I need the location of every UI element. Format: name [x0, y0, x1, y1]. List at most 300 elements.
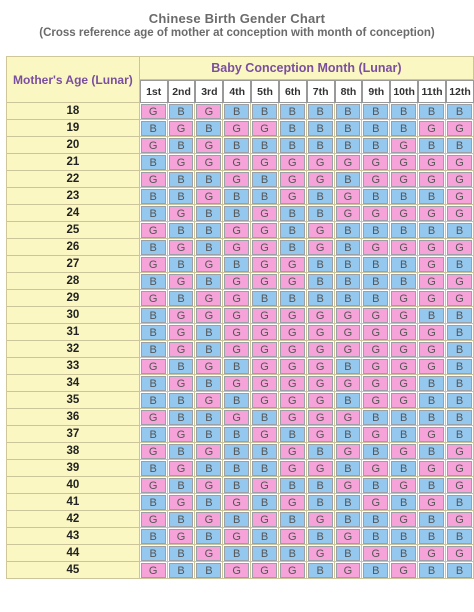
gender-cell: [362, 239, 390, 256]
girl-cell-label: G: [391, 308, 416, 323]
gender-cell: [223, 460, 251, 477]
gender-cell: [279, 477, 307, 494]
gender-cell: [362, 409, 390, 426]
boy-cell-label: B: [196, 274, 221, 289]
boy-cell-label: B: [169, 410, 194, 425]
girl-cell-label: G: [391, 444, 416, 459]
gender-cell: [335, 103, 363, 120]
girl-cell-label: G: [252, 376, 277, 391]
gender-cell: [446, 358, 474, 375]
boy-cell-label: B: [308, 274, 333, 289]
boy-cell-label: B: [363, 478, 388, 493]
gender-cell: [251, 239, 279, 256]
gender-cell: [168, 358, 196, 375]
gender-cell: [307, 409, 335, 426]
girl-cell-label: G: [252, 512, 277, 527]
gender-cell: [418, 154, 446, 171]
gender-cell: [307, 188, 335, 205]
boy-cell-label: B: [447, 563, 472, 578]
gender-cell: [418, 222, 446, 239]
girl-cell-label: G: [308, 223, 333, 238]
girl-cell-label: G: [196, 512, 221, 527]
gender-cell: [446, 545, 474, 562]
month-header-cell: 5th: [251, 80, 279, 103]
boy-cell-label: B: [308, 206, 333, 221]
girl-cell-label: G: [363, 342, 388, 357]
boy-cell-label: B: [280, 121, 305, 136]
boy-cell-label: B: [196, 206, 221, 221]
boy-cell-label: B: [169, 546, 194, 561]
girl-cell-label: G: [141, 172, 166, 187]
boy-cell-label: B: [141, 240, 166, 255]
gender-cell: [418, 494, 446, 511]
girl-cell-label: G: [336, 444, 361, 459]
gender-cell: [168, 511, 196, 528]
girl-cell-label: G: [447, 121, 472, 136]
boy-cell-label: B: [419, 410, 444, 425]
gender-cell: [140, 392, 168, 409]
boy-cell-label: B: [419, 512, 444, 527]
gender-cell: [140, 460, 168, 477]
month-header-cell: 4th: [223, 80, 251, 103]
table-row: [7, 494, 474, 511]
gender-cell: [335, 239, 363, 256]
mother-age-cell: 34: [7, 375, 140, 392]
gender-cell: [251, 528, 279, 545]
boy-cell-label: B: [363, 563, 388, 578]
girl-cell-label: G: [419, 359, 444, 374]
gender-cell: [168, 375, 196, 392]
boy-cell-label: B: [196, 461, 221, 476]
gender-cell: [168, 528, 196, 545]
boy-cell-label: B: [224, 444, 249, 459]
girl-cell-label: G: [308, 308, 333, 323]
gender-cell: [390, 222, 418, 239]
gender-cell: [279, 358, 307, 375]
gender-cell: [140, 256, 168, 273]
gender-cell: [251, 154, 279, 171]
boy-cell-label: B: [169, 138, 194, 153]
boy-cell-label: B: [308, 121, 333, 136]
girl-cell-label: G: [308, 172, 333, 187]
gender-cell: [251, 222, 279, 239]
boy-cell-label: B: [308, 563, 333, 578]
girl-cell-label: G: [141, 410, 166, 425]
girl-cell-label: G: [419, 325, 444, 340]
boy-cell-label: B: [196, 376, 221, 391]
boy-cell-label: B: [224, 189, 249, 204]
gender-cell: [307, 341, 335, 358]
mother-age-cell: 20: [7, 137, 140, 154]
boy-cell-label: B: [252, 444, 277, 459]
gender-cell: [418, 239, 446, 256]
gender-cell: [279, 307, 307, 324]
gender-cell: [335, 392, 363, 409]
girl-cell-label: G: [363, 546, 388, 561]
girl-cell-label: G: [308, 240, 333, 255]
gender-cell: [279, 409, 307, 426]
girl-cell-label: G: [169, 206, 194, 221]
gender-cell: [140, 477, 168, 494]
gender-cell: [195, 307, 223, 324]
boy-cell-label: B: [447, 495, 472, 510]
gender-cell: [251, 137, 279, 154]
gender-cell: [335, 273, 363, 290]
table-row: [7, 137, 474, 154]
boy-cell-label: B: [363, 291, 388, 306]
table-row: [7, 273, 474, 290]
gender-cell: [251, 120, 279, 137]
gender-cell: [251, 188, 279, 205]
gender-cell: [390, 511, 418, 528]
boy-cell-label: B: [363, 512, 388, 527]
gender-cell: [223, 358, 251, 375]
boy-cell-label: B: [280, 478, 305, 493]
gender-cell: [168, 341, 196, 358]
mother-age-cell: 44: [7, 545, 140, 562]
girl-cell-label: G: [391, 172, 416, 187]
boy-cell-label: B: [308, 257, 333, 272]
gender-cell: [307, 443, 335, 460]
gender-cell: [446, 511, 474, 528]
girl-cell-label: G: [252, 155, 277, 170]
gender-cell: [418, 545, 446, 562]
gender-cell: [446, 222, 474, 239]
boy-cell-label: B: [224, 478, 249, 493]
month-header-cell: 2nd: [168, 80, 196, 103]
boy-cell-label: B: [252, 291, 277, 306]
gender-cell: [279, 256, 307, 273]
girl-cell-label: G: [224, 342, 249, 357]
gender-cell: [362, 392, 390, 409]
girl-cell-label: G: [280, 257, 305, 272]
gender-cell: [195, 460, 223, 477]
girl-cell-label: G: [280, 410, 305, 425]
boy-cell-label: B: [447, 410, 472, 425]
gender-cell: [335, 154, 363, 171]
gender-cell: [335, 545, 363, 562]
gender-cell: [362, 545, 390, 562]
girl-cell-label: G: [391, 240, 416, 255]
boy-cell-label: B: [391, 189, 416, 204]
month-header-cell: 10th: [390, 80, 418, 103]
mother-age-cell: 39: [7, 460, 140, 477]
boy-cell-label: B: [169, 291, 194, 306]
girl-cell-label: G: [419, 427, 444, 442]
gender-cell: [362, 222, 390, 239]
gender-cell: [446, 154, 474, 171]
girl-cell-label: G: [224, 274, 249, 289]
table-row: [7, 290, 474, 307]
gender-cell: [279, 460, 307, 477]
gender-cell: [195, 103, 223, 120]
girl-cell-label: G: [447, 189, 472, 204]
gender-cell: [362, 426, 390, 443]
girl-cell-label: G: [336, 308, 361, 323]
girl-cell-label: G: [252, 240, 277, 255]
girl-cell-label: G: [336, 410, 361, 425]
gender-cell: [195, 120, 223, 137]
girl-cell-label: G: [252, 563, 277, 578]
gender-cell: [307, 477, 335, 494]
gender-cell: [168, 409, 196, 426]
gender-cell: [223, 222, 251, 239]
boy-cell-label: B: [419, 563, 444, 578]
gender-cell: [307, 358, 335, 375]
boy-cell-label: B: [141, 308, 166, 323]
gender-cell: [307, 137, 335, 154]
boy-cell-label: B: [391, 410, 416, 425]
girl-cell-label: G: [336, 478, 361, 493]
girl-cell-label: G: [280, 563, 305, 578]
boy-cell-label: B: [363, 274, 388, 289]
gender-cell: [418, 120, 446, 137]
gender-cell: [279, 120, 307, 137]
girl-cell-label: G: [141, 223, 166, 238]
gender-cell: [251, 409, 279, 426]
boy-cell-label: B: [447, 223, 472, 238]
gender-cell: [223, 188, 251, 205]
girl-cell-label: G: [391, 563, 416, 578]
gender-cell: [390, 545, 418, 562]
gender-cell: [251, 460, 279, 477]
gender-cell: [279, 341, 307, 358]
boy-cell-label: B: [336, 223, 361, 238]
mother-age-cell: 28: [7, 273, 140, 290]
page-title: Chinese Birth Gender Chart: [148, 11, 326, 26]
gender-cell: [335, 460, 363, 477]
gender-cell: [362, 341, 390, 358]
boy-cell-label: B: [141, 461, 166, 476]
gender-cell: [168, 120, 196, 137]
girl-cell-label: G: [447, 546, 472, 561]
table-row: [7, 460, 474, 477]
mother-age-cell: 45: [7, 562, 140, 579]
girl-cell-label: G: [280, 444, 305, 459]
gender-cell: [195, 443, 223, 460]
gender-cell: [223, 120, 251, 137]
gender-cell: [251, 341, 279, 358]
girl-cell-label: G: [447, 291, 472, 306]
gender-cell: [307, 256, 335, 273]
gender-cell: [168, 392, 196, 409]
gender-cell: [195, 324, 223, 341]
gender-cell: [335, 477, 363, 494]
gender-cell: [279, 171, 307, 188]
gender-cell: [390, 239, 418, 256]
boy-cell-label: B: [196, 223, 221, 238]
gender-cell: [362, 273, 390, 290]
boy-cell-label: B: [169, 393, 194, 408]
boy-cell-label: B: [363, 138, 388, 153]
month-header-cell: 3rd: [195, 80, 223, 103]
boy-cell-label: B: [196, 240, 221, 255]
gender-cell: [390, 205, 418, 222]
gender-cell: [390, 426, 418, 443]
girl-cell-label: G: [224, 325, 249, 340]
gender-cell: [223, 205, 251, 222]
gender-cell: [446, 103, 474, 120]
boy-cell-label: B: [336, 104, 361, 119]
gender-cell: [195, 528, 223, 545]
boy-cell-label: B: [363, 410, 388, 425]
boy-cell-label: B: [196, 529, 221, 544]
gender-cell: [307, 511, 335, 528]
boy-cell-label: B: [447, 393, 472, 408]
boy-cell-label: B: [391, 121, 416, 136]
boy-cell-label: B: [419, 223, 444, 238]
month-header-cell: 8th: [335, 80, 363, 103]
gender-cell: [223, 443, 251, 460]
mother-age-cell: 40: [7, 477, 140, 494]
gender-cell: [168, 426, 196, 443]
girl-cell-label: G: [363, 393, 388, 408]
gender-cell: [168, 222, 196, 239]
gender-cell: [418, 307, 446, 324]
girl-cell-label: G: [141, 104, 166, 119]
gender-cell: [251, 375, 279, 392]
boy-cell-label: B: [252, 410, 277, 425]
girl-cell-label: G: [169, 495, 194, 510]
table-row: [7, 511, 474, 528]
table-row: [7, 307, 474, 324]
boy-cell-label: B: [169, 257, 194, 272]
girl-cell-label: G: [363, 172, 388, 187]
boy-cell-label: B: [141, 325, 166, 340]
gender-cell: [390, 137, 418, 154]
girl-cell-label: G: [252, 393, 277, 408]
gender-cell: [251, 307, 279, 324]
girl-cell-label: G: [419, 240, 444, 255]
gender-cell: [279, 222, 307, 239]
gender-cell: [251, 545, 279, 562]
gender-cell: [223, 239, 251, 256]
girl-cell-label: G: [280, 308, 305, 323]
gender-cell: [168, 307, 196, 324]
boy-cell-label: B: [391, 274, 416, 289]
boy-cell-label: B: [336, 240, 361, 255]
gender-cell: [335, 171, 363, 188]
mother-age-cell: 31: [7, 324, 140, 341]
gender-cell: [168, 103, 196, 120]
boy-cell-label: B: [280, 427, 305, 442]
mother-age-cell: 22: [7, 171, 140, 188]
mother-age-cell: 36: [7, 409, 140, 426]
boy-cell-label: B: [196, 172, 221, 187]
gender-cell: [195, 273, 223, 290]
boy-cell-label: B: [141, 155, 166, 170]
boy-cell-label: B: [308, 189, 333, 204]
gender-cell: [390, 188, 418, 205]
girl-cell-label: G: [169, 427, 194, 442]
mother-age-cell: 43: [7, 528, 140, 545]
gender-cell: [418, 205, 446, 222]
gender-chart-table: [6, 56, 474, 579]
girl-cell-label: G: [280, 359, 305, 374]
boy-cell-label: B: [169, 444, 194, 459]
gender-cell: [223, 511, 251, 528]
gender-cell: [390, 103, 418, 120]
gender-cell: [251, 324, 279, 341]
gender-cell: [446, 562, 474, 579]
boy-cell-label: B: [141, 274, 166, 289]
girl-cell-label: G: [224, 291, 249, 306]
gender-cell: [335, 375, 363, 392]
mother-age-cell: 38: [7, 443, 140, 460]
gender-cell: [418, 273, 446, 290]
boy-cell-label: B: [252, 546, 277, 561]
boy-cell-label: B: [447, 376, 472, 391]
boy-cell-label: B: [447, 325, 472, 340]
table-row: [7, 222, 474, 239]
girl-cell-label: G: [196, 308, 221, 323]
gender-cell: [307, 562, 335, 579]
boy-cell-label: B: [308, 529, 333, 544]
gender-cell: [279, 545, 307, 562]
girl-cell-label: G: [141, 359, 166, 374]
gender-cell: [446, 375, 474, 392]
gender-cell: [279, 562, 307, 579]
boy-cell-label: B: [336, 291, 361, 306]
boy-cell-label: B: [336, 427, 361, 442]
girl-cell-label: G: [169, 121, 194, 136]
gender-cell: [223, 256, 251, 273]
girl-cell-label: G: [169, 274, 194, 289]
boy-cell-label: B: [280, 546, 305, 561]
gender-cell: [140, 494, 168, 511]
gender-cell: [418, 358, 446, 375]
boy-cell-label: B: [141, 529, 166, 544]
mother-age-cell: 27: [7, 256, 140, 273]
boy-cell-label: B: [336, 274, 361, 289]
gender-cell: [335, 120, 363, 137]
gender-cell: [446, 477, 474, 494]
boy-cell-label: B: [224, 546, 249, 561]
boy-cell-label: B: [391, 495, 416, 510]
girl-cell-label: G: [252, 223, 277, 238]
girl-cell-label: G: [391, 155, 416, 170]
boy-cell-label: B: [224, 206, 249, 221]
girl-cell-label: G: [224, 563, 249, 578]
gender-cell: [223, 154, 251, 171]
gender-cell: [390, 358, 418, 375]
boy-cell-label: B: [196, 342, 221, 357]
gender-cell: [446, 460, 474, 477]
gender-cell: [335, 494, 363, 511]
gender-cell: [362, 528, 390, 545]
gender-cell: [390, 562, 418, 579]
girl-cell-label: G: [141, 444, 166, 459]
boy-cell-label: B: [363, 121, 388, 136]
gender-cell: [195, 358, 223, 375]
boy-cell-label: B: [336, 495, 361, 510]
table-row: [7, 443, 474, 460]
gender-cell: [307, 290, 335, 307]
gender-cell: [307, 239, 335, 256]
gender-cell: [251, 103, 279, 120]
table-row: [7, 426, 474, 443]
boy-cell-label: B: [252, 172, 277, 187]
boy-cell-label: B: [391, 223, 416, 238]
boy-cell-label: B: [196, 495, 221, 510]
gender-cell: [223, 137, 251, 154]
gender-cell: [168, 562, 196, 579]
girl-cell-label: G: [391, 393, 416, 408]
girl-cell-label: G: [252, 308, 277, 323]
gender-cell: [279, 375, 307, 392]
gender-cell: [279, 528, 307, 545]
gender-cell: [362, 256, 390, 273]
